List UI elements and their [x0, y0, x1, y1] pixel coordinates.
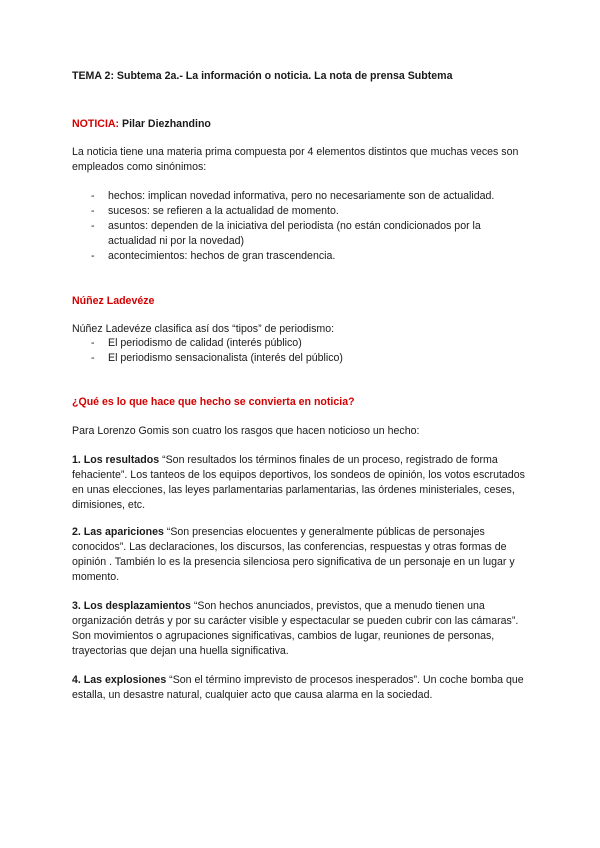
nunez-intro: Núñez Ladevéze clasifica así dos “tipos” de periodismo:: [72, 323, 335, 335]
noticia-intro: La noticia tiene una materia prima compuesta por 4 elementos distintos que muchas veces son empleados como sinónimos:: [72, 146, 519, 173]
list-item: - El periodismo de calidad (interés público): [91, 337, 302, 349]
list-item: - El periodismo sensacionalista (interés del público): [91, 352, 343, 364]
author-name: Pilar Diezhandino: [119, 118, 211, 130]
list-item: - hechos: implican novedad informativa, pero no necesariamente son de actualidad.: [91, 190, 495, 202]
document-title: TEMA 2: Subtema 2a.- La información o noticia. La nota de prensa Subtema: [72, 70, 453, 82]
section-heading-noticia: [72, 117, 532, 132]
periodismo-types-list: [91, 336, 528, 366]
list-item: - asuntos: dependen de la iniciativa del periodista (no están condicionados por la actualidad ni por la novedad): [91, 220, 481, 247]
rasgo-desplazamientos: 3. Los desplazamientos “Son hechos anunciados, previstos, que a menudo tienen una organización detrás y por su carácter visible y espectacular se pueden cubrir con las cámaras”. Son movimientos o agrupaciones significativas, cambios de lugar, reuniones de personas, trayectorias que dejan una huella significativa.: [72, 600, 519, 657]
rasgo-explosiones: 4. Las explosiones “Son el término imprevisto de procesos inesperados”. Un coche bomba que estalla, un desastre natural, cualquier acto que causa alarma en la sociedad.: [72, 674, 524, 701]
section-heading-nunez: Núñez Ladevéze: [72, 295, 155, 307]
rasgo-apariciones: 2. Las apariciones “Son presencias elocuentes y generalmente públicas de personajes conocidos”. Las declaraciones, los discursos, las conferencias, respuestas y otras formas de opinión . También lo es la presencia silenciosa pero significativa de un personaje en un lugar y momento.: [72, 526, 515, 583]
noticia-label: NOTICIA:: [72, 118, 120, 130]
section-heading-question: ¿Qué es lo que hace que hecho se convierta en noticia?: [72, 396, 355, 408]
list-item: - acontecimientos: hechos de gran trascendencia.: [91, 250, 336, 262]
gomis-intro: Para Lorenzo Gomis son cuatro los rasgos que hacen noticioso un hecho:: [72, 425, 420, 437]
elements-list: [91, 189, 528, 264]
rasgo-resultados: 1. Los resultados “Son resultados los términos finales de un proceso, registrado de forma fehaciente”. Los tanteos de los equipos deportivos, los sondeos de opinión, los votos escrutados en unas elecciones, las leyes parlamentarias parlamentarias, las órdenes ministeriales, ceses, dimisiones, etc.: [72, 454, 525, 511]
list-item: - sucesos: se refieren a la actualidad de momento.: [91, 205, 339, 217]
